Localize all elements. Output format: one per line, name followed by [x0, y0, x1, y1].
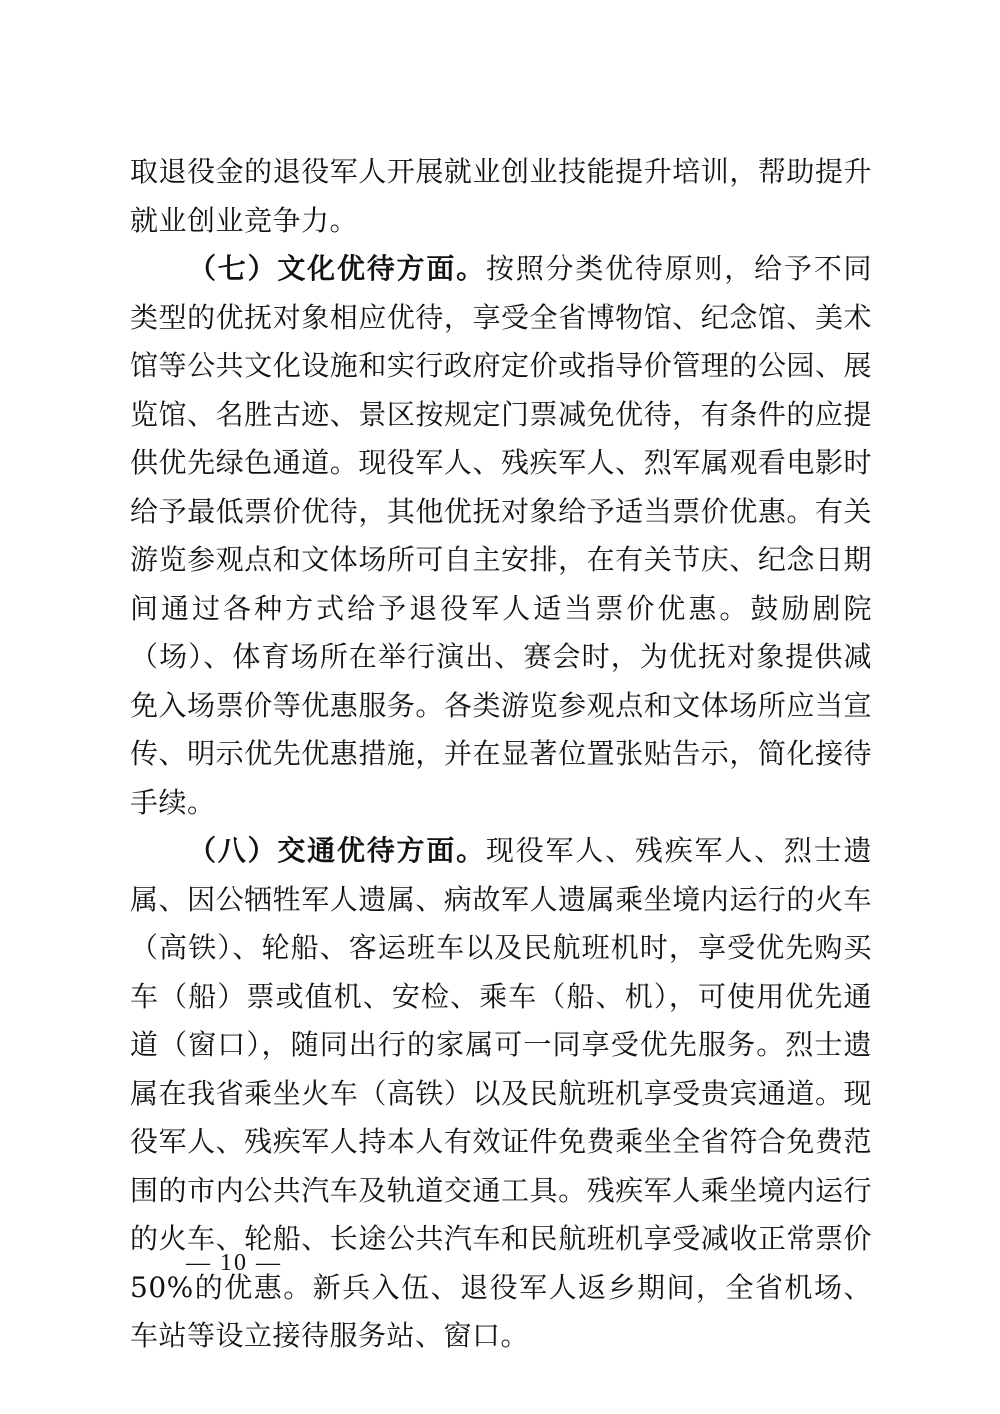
section-heading-cultural: （七）文化优待方面。 — [188, 252, 486, 285]
page-number: — 10 — — [186, 1250, 282, 1276]
paragraph-transport-benefits — [130, 827, 872, 1361]
section-heading-transport: （八）交通优待方面。 — [188, 834, 486, 867]
document-body — [130, 148, 872, 1361]
paragraph-text: 按照分类优待原则，给予不同类型的优抚对象相应优待，享受全省博物馆、纪念馆、美术馆等公共文化设施和实行政府定价或指导价管理的公园、展览馆、名胜古迹、景区按规定门票减免优待，有条件的应提供优先绿色通道。现役军人、残疾军人、烈军属观看电影时给予最低票价优待，其他优抚对象给予适当票价优惠。有关游览参观点和文体场所可自主安排，在有关节庆、纪念日期间通过各种方式给予退役军人适当票价优惠。鼓励剧院（场）、体育场所在举行演出、赛会时，为优抚对象提供减免入场票价等优惠服务。各类游览参观点和文体场所应当宣传、明示优先优惠措施，并在显著位置张贴告示，简化接待手续。 — [130, 252, 872, 819]
paragraph-cultural-benefits — [130, 245, 872, 827]
paragraph-continuation — [130, 148, 872, 245]
paragraph-text: 现役军人、残疾军人、烈士遗属、因公牺牲军人遗属、病故军人遗属乘坐境内运行的火车（高铁）、轮船、客运班车以及民航班机时，享受优先购买车（船）票或值机、安检、乘车（船、机），可使用优先通道（窗口），随同出行的家属可一同享受优先服务。烈士遗属在我省乘坐火车（高铁）以及民航班机享受贵宾通道。现役军人、残疾军人持本人有效证件免费乘坐全省符合免费范围的市内公共汽车及轨道交通工具。残疾军人乘坐境内运行的火车、轮船、长途公共汽车和民航班机享受减收正常票价 50%的优惠。新兵入伍、退役军人返乡期间，全省机场、车站等设立接待服务站、窗口。 — [130, 834, 872, 1352]
paragraph-text: 取退役金的退役军人开展就业创业技能提升培训，帮助提升就业创业竞争力。 — [130, 155, 872, 237]
